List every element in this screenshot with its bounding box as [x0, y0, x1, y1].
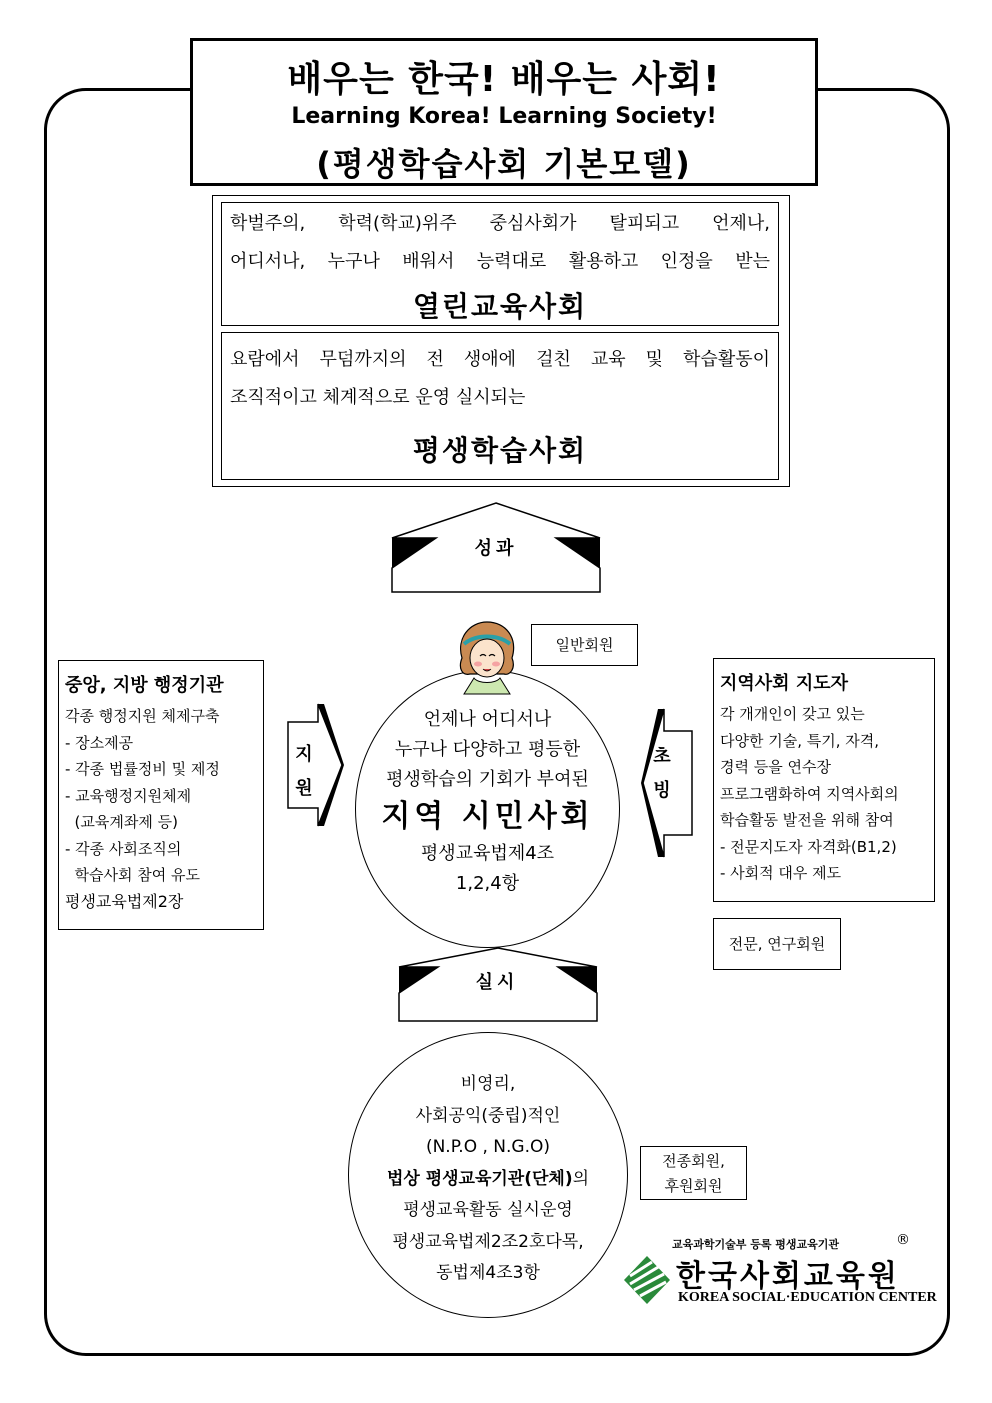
support-char-2: 원 — [295, 778, 313, 799]
government-line: 각종 행정지원 체제구축 — [65, 707, 220, 725]
title-box — [190, 38, 818, 186]
civil-society-heading: 지역 시민사회 — [381, 799, 594, 834]
general-member-tag: 일반회원 — [531, 624, 638, 666]
open-education-line1: 학벌주의, 학력(학교)위주 중심사회가 탈피되고 언제나, — [230, 213, 770, 234]
government-box — [58, 660, 264, 930]
community-leader-line: 다양한 기술, 특기, 자격, — [720, 731, 880, 750]
logo-registration: 교육과학기술부 등록 평생교육기관 — [672, 1238, 840, 1251]
regular-member-line2: 후원회원 — [664, 1177, 723, 1195]
logo-registered-mark: ® — [896, 1232, 910, 1248]
regular-member-line1: 전종회원, — [662, 1152, 725, 1170]
open-education-line2: 어디서나, 누구나 배워서 능력대로 활용하고 인정을 받는 — [230, 251, 770, 272]
support-label — [290, 738, 318, 806]
person-icon — [452, 618, 522, 696]
open-education-heading: 열린교육사회 — [412, 290, 588, 323]
institution-line2: 사회공익(중립)적인 — [415, 1105, 561, 1126]
community-leader-title: 지역사회 지도자 — [720, 673, 848, 694]
civil-society-circle — [355, 670, 620, 948]
community-leader-line: - 사회적 대우 제도 — [720, 864, 842, 882]
community-leader-line: 학습활동 발전을 위해 참여 — [720, 811, 894, 829]
society-definitions — [212, 195, 790, 487]
government-title: 중앙, 지방 행정기관 — [65, 675, 224, 696]
government-law: 평생교육법제2장 — [65, 891, 184, 911]
logo-name-english: KOREA SOCIAL·EDUCATION CENTER — [678, 1290, 937, 1305]
institution-circle — [348, 1032, 628, 1318]
logo-name-korean: 한국사회교육원 — [676, 1259, 900, 1294]
expert-member-tag: 전문, 연구회원 — [713, 918, 841, 970]
invite-char-2: 빙 — [653, 780, 671, 801]
government-line: - 각종 사회조직의 — [65, 839, 182, 858]
institution-line6: 평생교육법제2조2호다목, — [392, 1231, 584, 1252]
title-english: Learning Korea! Learning Society! — [291, 104, 717, 129]
government-line: 학습사회 참여 유도 — [65, 866, 200, 884]
community-leader-line: 각 개개인이 갖고 있는 — [720, 705, 865, 723]
institution-line1: 비영리, — [460, 1074, 516, 1094]
community-leader-box — [713, 658, 935, 902]
regular-member-tag — [640, 1146, 747, 1200]
community-leader-line: 경력 등을 연수장 — [720, 758, 831, 776]
civil-society-line3: 평생학습의 기회가 부여된 — [386, 769, 589, 790]
institution-line7: 동법제4조3항 — [436, 1263, 540, 1283]
government-line: - 장소제공 — [65, 733, 134, 752]
invite-char-1: 초 — [653, 746, 671, 767]
result-label: 성과 — [474, 538, 518, 559]
government-line: - 각종 법률정비 및 제정 — [65, 760, 220, 778]
lifelong-learning-box — [221, 332, 779, 480]
institution-line3: (N.P.O , N.G.O) — [425, 1137, 551, 1157]
civil-society-line2: 누구나 다양하고 평등한 — [394, 739, 581, 760]
title-main: 배우는 한국! 배우는 사회! — [287, 59, 721, 100]
logo-mark-icon — [622, 1254, 672, 1306]
support-char-1: 지 — [295, 744, 313, 765]
civil-society-line1: 언제나 어디서나 — [423, 709, 552, 730]
institution-line4 — [349, 1164, 627, 1196]
implement-label: 실시 — [475, 972, 519, 993]
lifelong-line1: 요람에서 무덤까지의 전 생애에 걸친 교육 및 학습활동이 — [230, 349, 770, 370]
community-leader-line: 프로그램화하여 지역사회의 — [720, 784, 899, 803]
open-education-box — [221, 202, 779, 326]
civil-society-law2: 1,2,4항 — [455, 873, 520, 894]
institution-bold: 법상 평생교육기관(단체) — [386, 1168, 573, 1189]
institution-suffix: 의 — [572, 1168, 590, 1189]
lifelong-line2: 조직적이고 체계적으로 운영 실시되는 — [230, 387, 526, 408]
community-leader-line: - 전문지도자 자격화(B1,2) — [720, 837, 897, 856]
government-line: (교육계좌제 등) — [65, 813, 178, 831]
lifelong-heading: 평생학습사회 — [412, 434, 588, 467]
institution-line5: 평생교육활동 실시운영 — [403, 1200, 573, 1220]
title-subtitle: (평생학습사회 기본모델) — [316, 145, 692, 183]
civil-society-law1: 평생교육법제4조 — [420, 843, 555, 864]
invite-label — [648, 740, 676, 808]
government-line: - 교육행정지원체제 — [65, 786, 192, 805]
